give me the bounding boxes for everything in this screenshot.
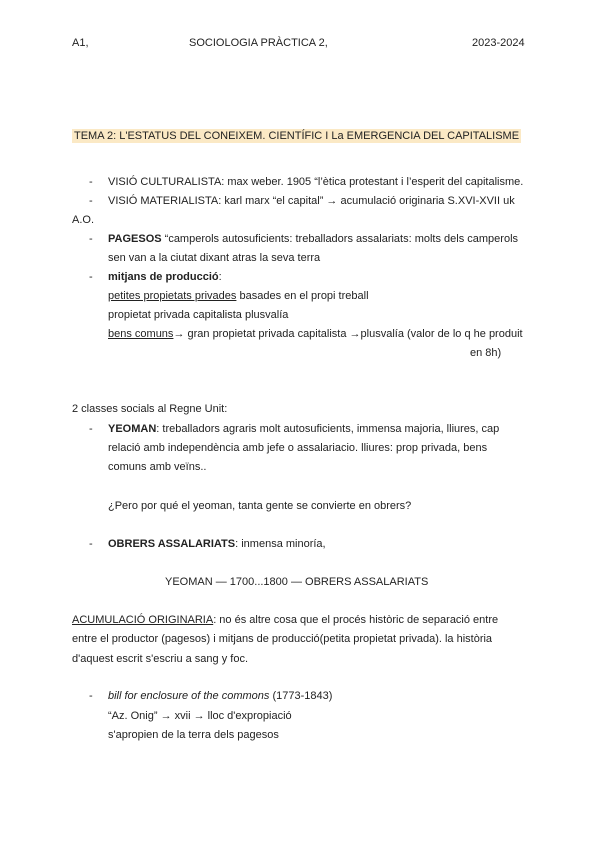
acumulacio-text1: : no és altre cosa que el procés històric de separació entre: [213, 614, 499, 626]
bullet-materialista: VISIÓ MATERIALISTA: karl marx “el capital” → acumulació originaria S.XVI-XVII uk: [108, 195, 515, 207]
bullet-dash: -: [89, 538, 93, 550]
bullet-dash: -: [89, 195, 93, 207]
pagesos-cont: sen van a la ciutat dixant atras la seva terra: [108, 252, 321, 264]
petites-rest: basades en el propi treball: [236, 290, 369, 302]
bullet-bill: [108, 690, 332, 702]
obrers-label: OBRERS ASSALARIATS: [108, 538, 236, 550]
bullet-obrers: [108, 538, 326, 550]
header-left: A1,: [72, 37, 89, 49]
pagesos-text: “camperols autosuficients: treballadors assalariats: molts dels camperols: [161, 233, 519, 245]
yeoman-text: : treballadors agraris molt autosuficients, immensa majoria, lliures, cap: [156, 423, 500, 435]
bullet-culturalista: VISIÓ CULTURALISTA: max weber. 1905 “l’ètica protestant i l’esperit del capitalisme.: [108, 176, 524, 188]
petites-line: [108, 290, 369, 302]
acumulacio-label: ACUMULACIÓ ORIGINARIA: [72, 614, 214, 626]
bill-title: bill for enclosure of the commons: [108, 690, 270, 702]
pagesos-label: PAGESOS: [108, 233, 162, 245]
yeoman-label: YEOMAN: [108, 423, 157, 435]
bullet-materialista-cont: A.O.: [72, 214, 95, 226]
mitjans-label: mitjans de producció: [108, 271, 219, 283]
acumulacio-line1: [72, 614, 498, 626]
yeoman-line2: relació amb independència amb jefe o assalariacio. lliures: prop privada, bens: [108, 442, 488, 454]
section2-intro: 2 classes socials al Regne Unit:: [72, 403, 228, 415]
bens-line: [108, 328, 523, 340]
bens-cont: en 8h): [470, 347, 502, 359]
yeoman-line3: comuns amb veïns..: [108, 461, 207, 473]
bullet-dash: -: [89, 423, 93, 435]
bill-years: (1773-1843): [269, 690, 333, 702]
petites-link: petites propietats privades: [108, 290, 237, 302]
timeline: YEOMAN — 1700...1800 — OBRERS ASSALARIATS: [165, 576, 429, 588]
obrers-text: : inmensa minoría,: [235, 538, 326, 550]
bullet-dash: -: [89, 690, 93, 702]
bullet-dash: -: [89, 271, 93, 283]
bens-link: bens comuns: [108, 328, 174, 340]
topic-title: [72, 130, 521, 142]
acumulacio-line3: d'aquest escrit s'escriu a sang y foc.: [72, 653, 249, 665]
bullet-pagesos: [108, 233, 518, 245]
topic-title-text: TEMA 2: L'ESTATUS DEL CONEIXEM. CIENTÍFIC I La EMERGENCIA DEL CAPITALISME: [74, 130, 520, 142]
header-center: SOCIOLOGIA PRÀCTICA 2,: [189, 37, 328, 49]
bill-line2: “Az. Onig” → xvii → lloc d'expropiació: [108, 710, 292, 722]
bullet-dash: -: [89, 233, 93, 245]
question: ¿Pero por qué el yeoman, tanta gente se convierte en obrers?: [108, 500, 412, 512]
bullet-mitjans: [108, 271, 222, 283]
propietat-line: propietat privada capitalista plusvalía: [108, 309, 289, 321]
acumulacio-line2: entre el productor (pagesos) i mitjans de producció(petita propietat privada). la història: [72, 633, 493, 645]
bullet-dash: -: [89, 176, 93, 188]
bens-rest: → gran propietat privada capitalista →plusvalía (valor de lo q he produit: [173, 328, 523, 340]
bullet-yeoman: [108, 423, 499, 435]
mitjans-colon: :: [218, 271, 222, 283]
header-right: 2023-2024: [472, 37, 525, 49]
bill-line3: s'apropien de la terra dels pagesos: [108, 729, 279, 741]
